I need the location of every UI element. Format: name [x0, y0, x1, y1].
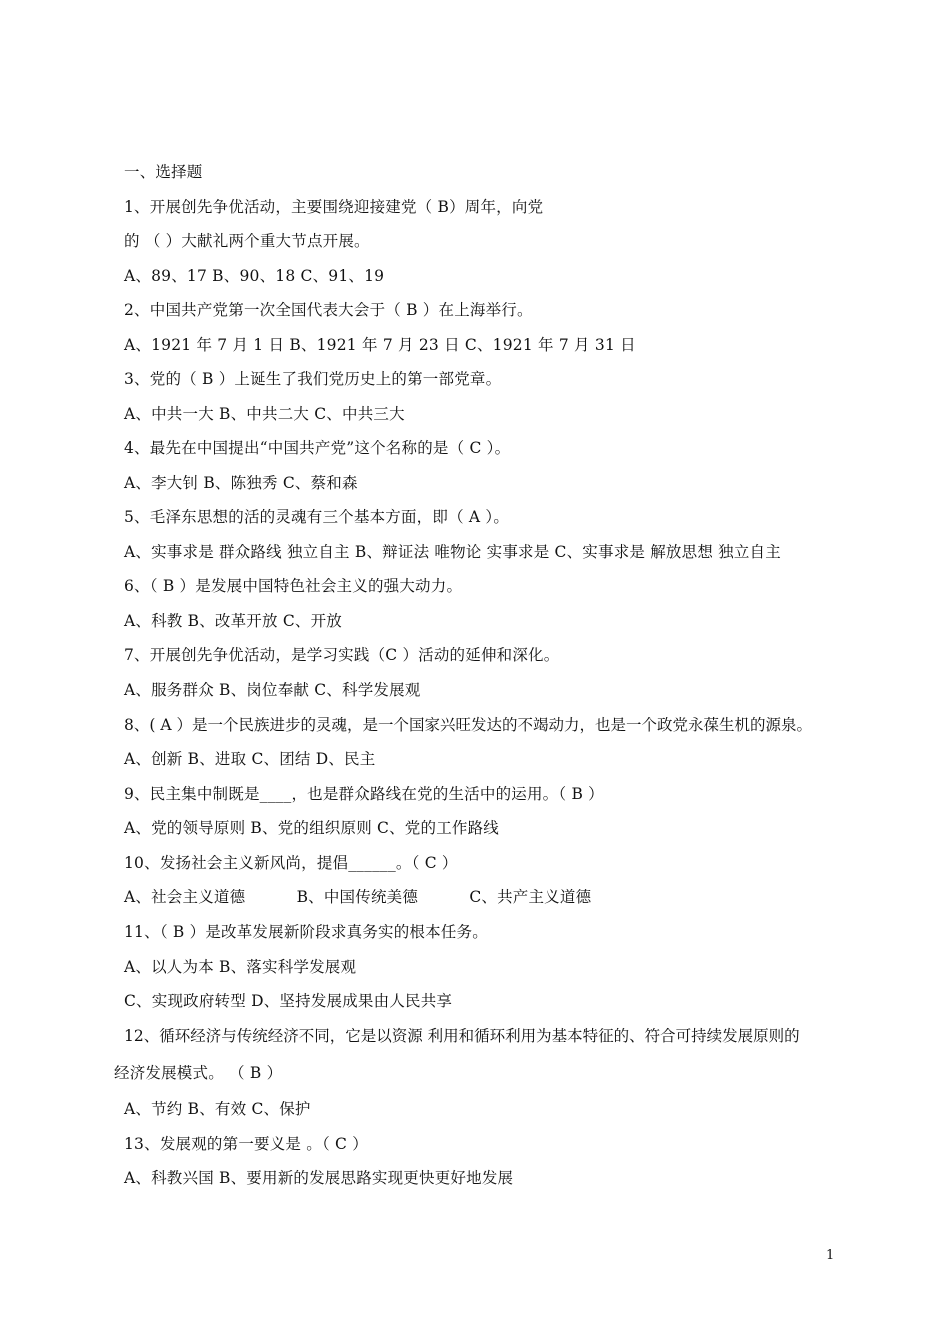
question-3: 3、党的（ B ）上诞生了我们党历史上的第一部党章。 — [124, 370, 502, 388]
question-8: 8、( A ）是一个民族进步的灵魂，是一个国家兴旺发达的不竭动力，也是一个政党永葆生机的源泉。 — [124, 716, 812, 734]
question-4: 4、最先在中国提出“中国共产党”这个名称的是（ C ）。 — [124, 439, 511, 457]
question-7: 7、开展创先争优活动，是学习实践（C ）活动的延伸和深化。 — [124, 646, 560, 664]
question-8-options: A、创新 B、进取 C、团结 D、民主 — [124, 750, 376, 768]
question-11-options-a-b: A、以人为本 B、落实科学发展观 — [124, 958, 357, 976]
question-12-continued: 经济发展模式。 （ B ） — [114, 1064, 283, 1082]
section-heading: 一、选择题 — [124, 163, 203, 181]
question-12-options: A、节约 B、有效 C、保护 — [124, 1100, 311, 1118]
question-6-options: A、科教 B、改革开放 C、开放 — [124, 612, 342, 630]
question-4-options: A、李大钊 B、陈独秀 C、蔡和森 — [124, 474, 358, 492]
question-1-options: A、89、17 B、90、18 C、91、19 — [124, 267, 385, 285]
question-9: 9、民主集中制既是____，也是群众路线在党的生活中的运用。（ B ） — [124, 785, 604, 803]
question-11-options-c-d: C、实现政府转型 D、坚持发展成果由人民共享 — [124, 992, 453, 1010]
question-1-continued: 的 （ ）大献礼两个重大节点开展。 — [124, 232, 370, 250]
question-11: 11、（ B ）是改革发展新阶段求真务实的根本任务。 — [124, 923, 488, 941]
question-3-options: A、中共一大 B、中共二大 C、中共三大 — [124, 405, 405, 423]
question-2-options: A、1921 年 7 月 1 日 B、1921 年 7 月 23 日 C、1921 年 7 月 31 日 — [124, 336, 636, 354]
question-10: 10、发扬社会主义新风尚，提倡______。（ C ） — [124, 854, 458, 872]
page-number: 1 — [826, 1248, 835, 1263]
question-2: 2、中国共产党第一次全国代表大会于（ B ）在上海举行。 — [124, 301, 533, 319]
question-5-options: A、实事求是 群众路线 独立自主 B、辩证法 唯物论 实事求是 C、实事求是 解放思想 独立自主 — [124, 543, 781, 561]
question-13: 13、发展观的第一要义是 。（ C ） — [124, 1135, 368, 1153]
question-12: 12、循环经济与传统经济不同，它是以资源 利用和循环利用为基本特征的、符合可持续发展原则的 — [124, 1027, 800, 1045]
question-1: 1、开展创先争优活动，主要围绕迎接建党（ B）周年，向党 — [124, 198, 544, 216]
question-9-options: A、党的领导原则 B、党的组织原则 C、党的工作路线 — [124, 819, 499, 837]
question-6: 6、（ B ）是发展中国特色社会主义的强大动力。 — [124, 577, 463, 595]
question-5: 5、毛泽东思想的活的灵魂有三个基本方面，即（ A ）。 — [124, 508, 510, 526]
question-7-options: A、服务群众 B、岗位奉献 C、科学发展观 — [124, 681, 421, 699]
question-13-options: A、科教兴国 B、要用新的发展思路实现更快更好地发展 — [124, 1169, 514, 1187]
question-10-options: A、社会主义道德 B、中国传统美德 C、共产主义道德 — [124, 888, 592, 906]
